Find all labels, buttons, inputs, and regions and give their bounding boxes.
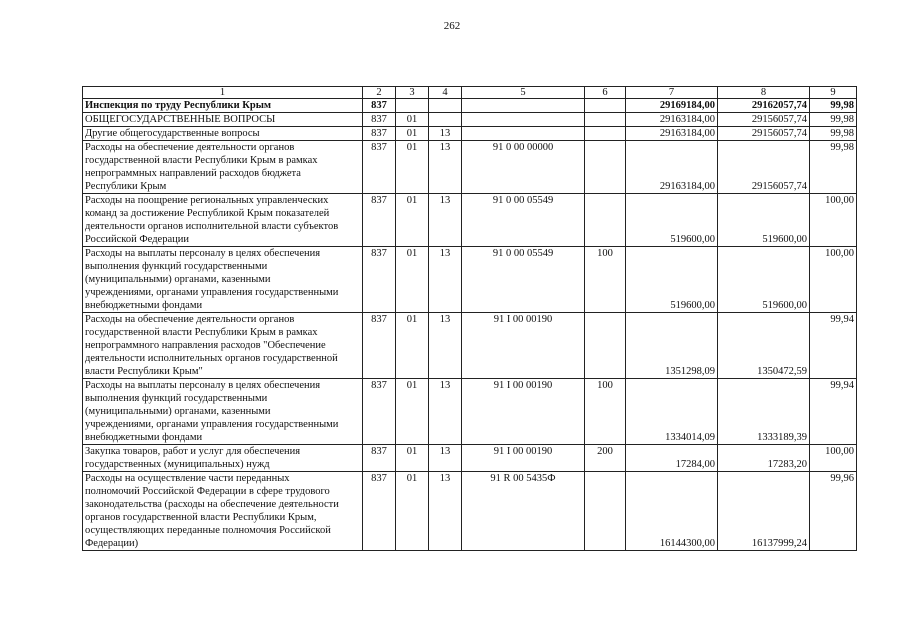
planned-amount: 16144300,00 [626,472,718,551]
expense-type-code [585,99,626,113]
expense-name-line: выполнения функций государственными [85,261,268,272]
expense-name-line: Российской Федерации [85,234,189,245]
table-row [83,141,857,194]
expense-name-line: непрограммного направления расходов "Обеспечение [85,340,326,351]
subsection-code: 13 [429,379,462,445]
expense-type-code [585,113,626,127]
section-code: 01 [396,472,429,551]
execution-percent: 100,00 [810,194,857,247]
section-code: 01 [396,127,429,141]
section-code: 01 [396,379,429,445]
target-article-code: 91 I 00 00190 [462,313,585,379]
table-row [83,472,857,551]
target-article-code [462,113,585,127]
budget-table [82,86,857,551]
subsection-code: 13 [429,127,462,141]
expense-type-code [585,313,626,379]
expense-name-line: Расходы на обеспечение деятельности органов [85,142,295,153]
expense-name-line: Расходы на обеспечение деятельности органов [85,314,295,325]
expense-name-line: законодательства (расходы на обеспечение деятельности [85,499,339,510]
execution-percent: 99,94 [810,379,857,445]
expense-name-line: государственных (муниципальных) нужд [85,459,270,470]
expense-name-line: ОБЩЕГОСУДАРСТВЕННЫЕ ВОПРОСЫ [85,114,276,125]
planned-amount: 1351298,09 [626,313,718,379]
table-row [83,313,857,379]
execution-percent: 100,00 [810,445,857,472]
column-number: 5 [462,87,585,99]
target-article-code: 91 R 00 5435Ф [462,472,585,551]
expense-name-line: внебюджетными фондами [85,432,203,443]
table-row [83,194,857,247]
expense-name-line: государственной власти Республики Крым в рамках [85,327,318,338]
column-number: 9 [810,87,857,99]
table-body [83,87,857,551]
column-number: 2 [363,87,396,99]
executed-amount: 29156057,74 [718,141,810,194]
column-number: 3 [396,87,429,99]
departament-code: 837 [363,472,396,551]
execution-percent: 99,94 [810,313,857,379]
expense-name-line: Закупка товаров, работ и услуг для обеспечения [85,446,301,457]
planned-amount: 29163184,00 [626,127,718,141]
expense-name-line: учреждениями, органами управления государственными [85,419,339,430]
expense-name [83,99,363,113]
column-number: 1 [83,87,363,99]
expense-name [83,127,363,141]
table-row [83,247,857,313]
expense-type-code [585,127,626,141]
expense-name [83,194,363,247]
expense-name-line: Федерации) [85,538,139,549]
expense-name-line: (муниципальными) органами, казенными [85,406,271,417]
target-article-code: 91 0 00 05549 [462,247,585,313]
execution-percent: 100,00 [810,247,857,313]
table-row [83,99,857,113]
expense-name-line: Расходы на выплаты персоналу в целях обеспечения [85,248,321,259]
expense-name-line: команд за достижение Республикой Крым показателей [85,208,330,219]
planned-amount: 1334014,09 [626,379,718,445]
expense-type-code: 100 [585,379,626,445]
expense-name [83,141,363,194]
expense-type-code: 200 [585,445,626,472]
expense-name [83,113,363,127]
departament-code: 837 [363,313,396,379]
executed-amount: 16137999,24 [718,472,810,551]
departament-code: 837 [363,127,396,141]
target-article-code: 91 I 00 00190 [462,379,585,445]
expense-name-line: полномочий Российской Федерации в сфере трудового [85,486,330,497]
subsection-code: 13 [429,445,462,472]
expense-name-line: внебюджетными фондами [85,300,203,311]
expense-name-line: осуществляющих переданные полномочия Российской [85,525,331,536]
expense-name-line: органов государственной власти Республики Крым, [85,512,317,523]
table-row [83,445,857,472]
expense-name-line: непрограммных направлений расходов бюджета [85,168,301,179]
expense-name-line: учреждениями, органами управления государственными [85,287,339,298]
section-code: 01 [396,247,429,313]
subsection-code: 13 [429,247,462,313]
planned-amount: 17284,00 [626,445,718,472]
expense-name [83,379,363,445]
table-row [83,379,857,445]
table-row [83,113,857,127]
execution-percent: 99,98 [810,141,857,194]
expense-name-line: государственной власти Республики Крым в рамках [85,155,318,166]
subsection-code: 13 [429,141,462,194]
execution-percent: 99,96 [810,472,857,551]
section-code: 01 [396,194,429,247]
departament-code: 837 [363,379,396,445]
expense-name-line: деятельности органов исполнительной власти субъектов [85,221,339,232]
executed-amount: 17283,20 [718,445,810,472]
expense-name [83,472,363,551]
target-article-code [462,99,585,113]
planned-amount: 519600,00 [626,247,718,313]
planned-amount: 29169184,00 [626,99,718,113]
expense-name [83,313,363,379]
column-number: 4 [429,87,462,99]
execution-percent: 99,98 [810,99,857,113]
target-article-code [462,127,585,141]
target-article-code: 91 0 00 00000 [462,141,585,194]
planned-amount: 29163184,00 [626,141,718,194]
column-number-row [83,87,857,99]
departament-code: 837 [363,194,396,247]
expense-name-line: Расходы на выплаты персоналу в целях обеспечения [85,380,321,391]
planned-amount: 519600,00 [626,194,718,247]
expense-name-line: Расходы на осуществление части переданных [85,473,290,484]
subsection-code [429,113,462,127]
planned-amount: 29163184,00 [626,113,718,127]
section-code: 01 [396,141,429,194]
table-row [83,127,857,141]
subsection-code [429,99,462,113]
expense-type-code: 100 [585,247,626,313]
executed-amount: 29162057,74 [718,99,810,113]
expense-name-line: Другие общегосударственные вопросы [85,128,260,139]
column-number: 6 [585,87,626,99]
subsection-code: 13 [429,313,462,379]
target-article-code: 91 I 00 00190 [462,445,585,472]
expense-name-line: власти Республики Крым" [85,366,203,377]
expense-type-code [585,194,626,247]
section-code [396,99,429,113]
executed-amount: 519600,00 [718,247,810,313]
target-article-code: 91 0 00 05549 [462,194,585,247]
subsection-code: 13 [429,194,462,247]
section-code: 01 [396,445,429,472]
departament-code: 837 [363,445,396,472]
executed-amount: 29156057,74 [718,113,810,127]
departament-code: 837 [363,113,396,127]
column-number: 7 [626,87,718,99]
expense-name-line: Республики Крым [85,181,167,192]
executed-amount: 1333189,39 [718,379,810,445]
executed-amount: 1350472,59 [718,313,810,379]
expense-name-line: Инспекция по труду Республики Крым [85,100,272,111]
expense-type-code [585,141,626,194]
expense-name [83,247,363,313]
expense-name [83,445,363,472]
column-number: 8 [718,87,810,99]
section-code: 01 [396,113,429,127]
expense-name-line: деятельности исполнительных органов государственной [85,353,338,364]
departament-code: 837 [363,99,396,113]
section-code: 01 [396,313,429,379]
execution-percent: 99,98 [810,127,857,141]
expense-name-line: выполнения функций государственными [85,393,268,404]
expense-name-line: (муниципальными) органами, казенными [85,274,271,285]
departament-code: 837 [363,247,396,313]
departament-code: 837 [363,141,396,194]
expense-type-code [585,472,626,551]
expense-name-line: Расходы на поощрение региональных управленческих [85,195,329,206]
executed-amount: 519600,00 [718,194,810,247]
executed-amount: 29156057,74 [718,127,810,141]
subsection-code: 13 [429,472,462,551]
execution-percent: 99,98 [810,113,857,127]
page-number: 262 [443,20,461,32]
